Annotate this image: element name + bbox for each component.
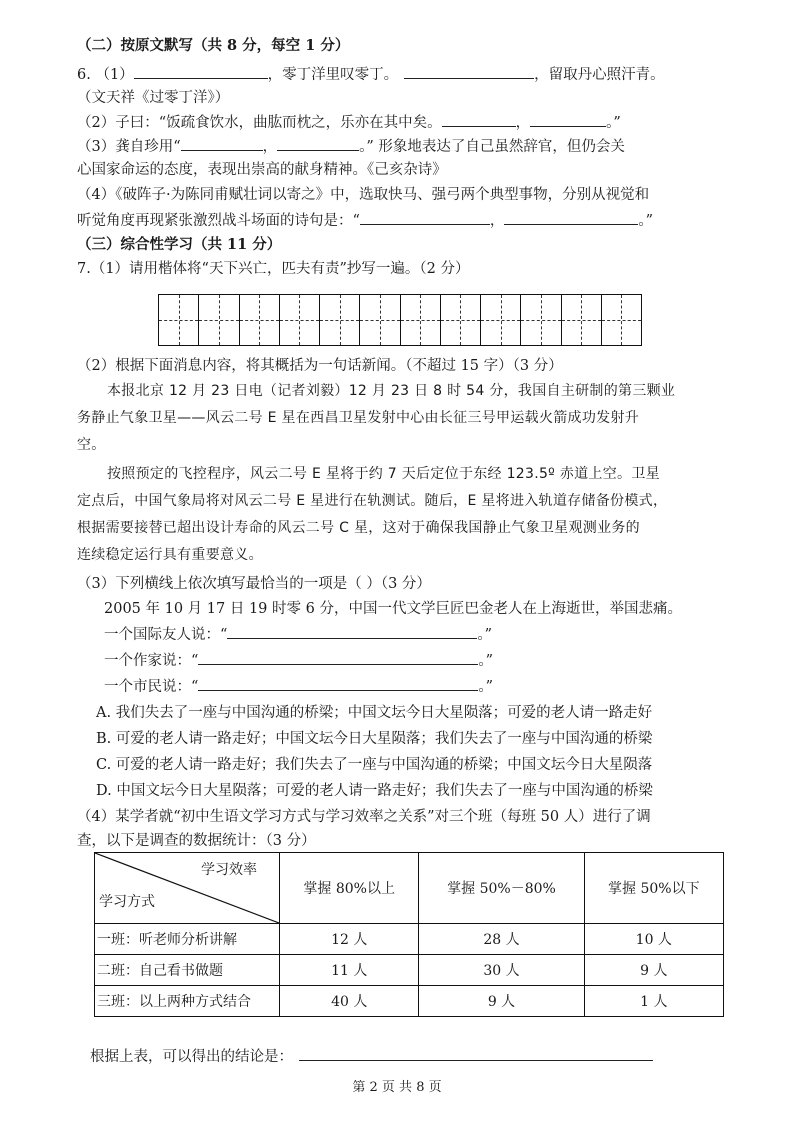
q6-1-line bbox=[77, 64, 665, 85]
q6-4-line2 bbox=[77, 210, 653, 231]
grid-cell[interactable] bbox=[240, 295, 280, 345]
q6-2-end: 。” bbox=[606, 115, 621, 131]
grid-cell[interactable] bbox=[602, 295, 641, 345]
say-speaker: 一个作家说：“ bbox=[104, 653, 199, 669]
table-cell: 11 人 bbox=[280, 955, 419, 986]
news-line: 按照预定的飞控程序，风云二号 E 星将于约 7 天后定位于东经 123.5º 赤道上空。卫星 bbox=[107, 466, 660, 482]
answer-blank[interactable] bbox=[134, 64, 268, 79]
option-c[interactable]: C. 可爱的老人请一路走好；我们失去了一座与中国沟通的桥梁；中国文坛今日大星陨落 bbox=[96, 757, 653, 773]
q7-4-line2: 查，以下是调查的数据统计：（3 分） bbox=[77, 833, 316, 849]
grid-cell[interactable] bbox=[159, 295, 199, 345]
answer-blank[interactable] bbox=[181, 136, 263, 151]
row-label: 三班：以上两种方式结合 bbox=[95, 986, 280, 1017]
say-line bbox=[104, 676, 493, 697]
q6-4-text: 听觉角度再现紧张激烈战斗场面的诗句是：“ bbox=[77, 213, 360, 229]
say-speaker: 一个市民说：“ bbox=[104, 679, 199, 695]
q6-3-line bbox=[77, 136, 625, 157]
option-d[interactable]: D. 中国文坛今日大星陨落；可爱的老人请一路走好；我们失去了一座与中国沟通的桥梁 bbox=[96, 783, 653, 799]
answer-blank[interactable] bbox=[198, 676, 478, 691]
table-cell: 10 人 bbox=[584, 924, 723, 955]
grid-cell[interactable] bbox=[401, 295, 441, 345]
q6-4-end: 。” bbox=[638, 213, 654, 229]
say-end: 。” bbox=[478, 679, 494, 695]
grid-cell[interactable] bbox=[562, 295, 602, 345]
table-cell: 28 人 bbox=[419, 924, 584, 955]
news-line: 连续稳定运行具有重要意义。 bbox=[77, 547, 263, 563]
news-line: 空。 bbox=[77, 437, 106, 453]
q6-4-comma: ， bbox=[489, 213, 505, 229]
corner-top-label: 学习效率 bbox=[201, 862, 257, 878]
news-line: 本报北京 12 月 23 日电（记者刘毅）12 月 23 日 8 时 54 分，我国自主研制的第三颗业 bbox=[107, 383, 676, 399]
writing-grid[interactable] bbox=[158, 294, 642, 346]
table-header-row bbox=[95, 853, 724, 924]
answer-blank[interactable] bbox=[198, 650, 478, 665]
q6-4-line1: （4）《破阵子·为陈同甫赋壮词以寄之》中，选取快马、强弓两个典型事物，分别从视觉和 bbox=[77, 187, 650, 203]
news-line: 根据需要接替已超出设计寿命的风云二号 C 星，这对于确保我国静止气象卫星观测业务的 bbox=[77, 520, 640, 536]
table-cell: 12 人 bbox=[280, 924, 419, 955]
column-header: 掌握 50%－80% bbox=[419, 853, 584, 924]
news-line: 定点后，中国气象局将对风云二号 E 星进行在轨测试。随后，E 星将进入轨道存储备份模式， bbox=[77, 493, 668, 509]
row-label: 一班：听老师分析讲解 bbox=[95, 924, 280, 955]
corner-bottom-label: 学习方式 bbox=[99, 894, 155, 910]
q7-4-line1: （4）某学者就“初中生语文学习方式与学习效率之关系”对三个班（每班 50 人）进行了调 bbox=[77, 809, 651, 825]
answer-blank[interactable] bbox=[530, 112, 606, 127]
q7-1: 7.（1）请用楷体将“天下兴亡，匹夫有责”抄写一遍。（2 分） bbox=[77, 261, 470, 277]
q6-2-text: （2）子曰：“饭疏食饮水，曲肱而枕之，乐亦在其中矣。 bbox=[77, 115, 442, 131]
q6-2-line bbox=[77, 112, 621, 133]
q6-3-line2: 心国家命运的态度，表现出崇高的献身精神。《己亥杂诗》 bbox=[77, 162, 447, 178]
option-b[interactable]: B. 可爱的老人请一路走好；中国文坛今日大星陨落；我们失去了一座与中国沟通的桥梁 bbox=[96, 731, 653, 747]
table-cell: 9 人 bbox=[584, 955, 723, 986]
say-end: 。” bbox=[478, 653, 494, 669]
table-cell: 1 人 bbox=[584, 986, 723, 1017]
answer-blank[interactable] bbox=[360, 210, 490, 225]
q6-1-text2: ，留取丹心照汗青。 bbox=[534, 67, 665, 83]
q7-3: （3）下列横线上依次填写最恰当的一项是（ ）（3 分） bbox=[77, 576, 431, 592]
q6-3-text2: 。” 形象地表达了自己虽然辞官，但仍会关 bbox=[359, 139, 625, 155]
grid-cell[interactable] bbox=[199, 295, 239, 345]
table-row bbox=[95, 955, 724, 986]
column-header: 掌握 80%以上 bbox=[280, 853, 419, 924]
option-a[interactable]: A. 我们失去了一座与中国沟通的桥梁；中国文坛今日大星陨落；可爱的老人请一路走好 bbox=[96, 705, 653, 721]
q6-3-comma: ， bbox=[262, 139, 278, 155]
grid-cell[interactable] bbox=[441, 295, 481, 345]
say-speaker: 一个国际友人说：“ bbox=[104, 627, 228, 643]
table-cell: 40 人 bbox=[280, 986, 419, 1017]
q6-3-text: （3）龚自珍用“ bbox=[77, 139, 181, 155]
table-row bbox=[95, 986, 724, 1017]
news-line: 务静止气象卫星——风云二号 E 星在西昌卫星发射中心由长征三号甲运载火箭成功发射升 bbox=[77, 410, 640, 426]
grid-cell[interactable] bbox=[481, 295, 521, 345]
answer-blank[interactable] bbox=[227, 624, 477, 639]
q6-1-source: （文天祥《过零丁洋》） bbox=[77, 90, 230, 106]
q6-2-comma: ， bbox=[515, 115, 531, 131]
q7-3-context: 2005 年 10 月 17 日 19 时零 6 分，中国一代文学巨匠巴金老人在上海逝世，举国悲痛。 bbox=[104, 601, 682, 617]
conclusion-prompt: 根据上表，可以得出的结论是： bbox=[90, 1049, 293, 1065]
q6-1-number: 6. （1） bbox=[77, 67, 134, 83]
say-line bbox=[104, 650, 493, 671]
grid-cell[interactable] bbox=[360, 295, 400, 345]
q6-1-text: ，零丁洋里叹零丁。 bbox=[267, 67, 399, 83]
conclusion-line bbox=[90, 1046, 653, 1067]
table-corner-cell bbox=[95, 853, 280, 924]
table-cell: 9 人 bbox=[419, 986, 584, 1017]
answer-blank[interactable] bbox=[277, 136, 359, 151]
table-cell: 30 人 bbox=[419, 955, 584, 986]
row-label: 二班：自己看书做题 bbox=[95, 955, 280, 986]
answer-blank[interactable] bbox=[504, 210, 638, 225]
say-line bbox=[104, 624, 492, 645]
say-end: 。” bbox=[477, 627, 493, 643]
section2-title: （二）按原文默写（共 8 分，每空 1 分） bbox=[77, 37, 350, 54]
column-header: 掌握 50%以下 bbox=[584, 853, 723, 924]
grid-cell[interactable] bbox=[320, 295, 360, 345]
grid-cell[interactable] bbox=[280, 295, 320, 345]
page-footer: 第 2 页 共 8 页 bbox=[352, 1080, 442, 1095]
q7-2: （2）根据下面消息内容，将其概括为一句话新闻。（不超过 15 字）（3 分） bbox=[77, 358, 563, 374]
grid-cell[interactable] bbox=[521, 295, 561, 345]
survey-table bbox=[94, 852, 724, 1017]
answer-blank[interactable] bbox=[299, 1046, 653, 1061]
table-row bbox=[95, 924, 724, 955]
section3-title: （三）综合性学习（共 11 分） bbox=[77, 236, 282, 253]
answer-blank[interactable] bbox=[404, 64, 534, 79]
answer-blank[interactable] bbox=[442, 112, 516, 127]
